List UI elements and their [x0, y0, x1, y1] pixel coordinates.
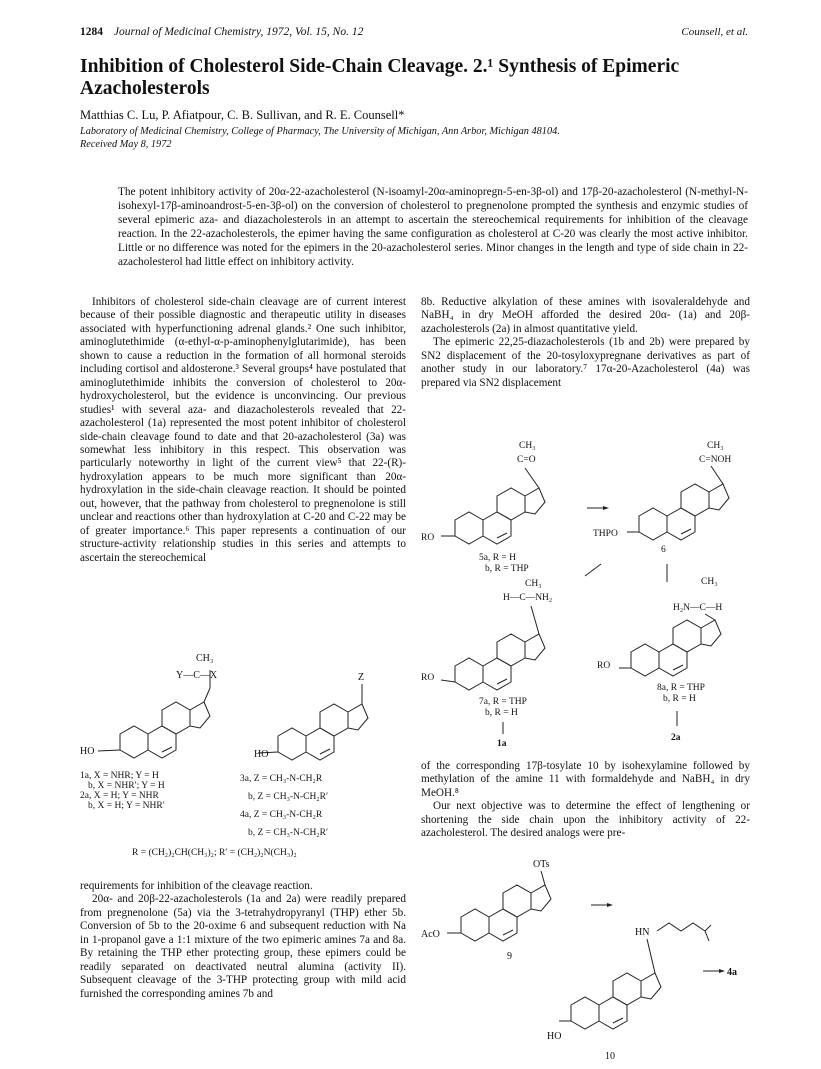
article-title: Inhibition of Cholesterol Side-Chain Cleavage. 2.¹ Synthesis of Epimeric Azacholesterols: [80, 56, 680, 99]
c8-amine: H₂N—C—H: [673, 603, 723, 613]
paragraph: of the corresponding 17β-tosylate 10 by isohexylamine followed by methylation of the amine 11 with formaldehyde and NaBH₄ in dry MeOH.⁸: [421, 760, 750, 799]
legend-line: b, Z = CH₃-N-CH₂R′: [248, 828, 329, 838]
product-4a: 4a: [727, 967, 737, 978]
c8-label: b, R = H: [663, 694, 696, 704]
c6-label: 6: [661, 545, 666, 555]
fig-ho-label: HO: [80, 746, 95, 757]
ots-label: OTs: [533, 859, 550, 870]
paragraph: 20α- and 20β-22-azacholesterols (1a and 2a) were readily prepared from pregnenolone (5a) via the 3-tetrahydropyranyl (THP) ether 5b. Conversion of 5b to the 20-oxime 6 and subsequent reduction with Na in 1-propanol gave a 1:1 mixture of the two epimeric amines 7a and 8a. By retaining the THP ether protecting group, these epimers could be readily separated on deactivated neutral alumina (activity II). Subsequent cleavage of the 3-THP protecting group with mild acid furnished the corresponding amines 7b and: [80, 893, 406, 1000]
running-header: [80, 26, 363, 38]
legend-line: 4a, Z = CH₃-N-CH₂R: [240, 810, 323, 820]
c6-thpo: THPO: [593, 529, 618, 539]
affiliation-block: [80, 125, 760, 151]
body-column-left-bottom: [80, 880, 406, 1001]
paragraph: Our next objective was to determine the effect of lengthening or shortening the side chain upon the inhibitory activity of 22-azacholesterol. The desired analogs were pre-: [421, 800, 750, 840]
journal-citation: Journal of Medicinal Chemistry, 1972, Vol. 15, No. 12: [113, 26, 364, 38]
steroid-skeleton-9: [447, 871, 551, 941]
aco-label: AcO: [421, 929, 440, 940]
product-2a: 2a: [671, 733, 681, 743]
c5-label: 5a, R = H: [479, 553, 517, 563]
arrow-head: [607, 903, 613, 907]
author-list: Matthias C. Lu, P. Afiatpour, C. B. Sullivan, and R. E. Counsell*: [80, 108, 405, 122]
legend-line: b, Z = CH₃-N-CH₂R′: [248, 792, 329, 802]
legend-line: 3a, Z = CH₃-N-CH₂R: [240, 774, 323, 784]
compound-10-label: 10: [605, 1051, 615, 1062]
paragraph: Inhibitors of cholesterol side-chain cleavage are of current interest because of their possible diagnostic and therapeutic utility in diseases associated with hyperfunctioning adrenal glands.² One such inhibitor, aminoglutethimide (α-ethyl-α-p-aminophenylglutarimide), has been shown to cause a reduction in the formation of all hormonal steroids including cortisol and aldosterone.³ Several groups⁴ have postulated that aminoglutethimide inhibits the conversion of cholesterol to 20α-hydroxycholesterol, but the evidence is unconvincing. Our previous studies¹ with several aza- and diazacholesterols revealed that 22-azacholesterol (1a) represented the most potent inhibitor of cholesterol side-chain cleavage found to date and that 20-azacholesterol (3a) was somewhat less inhibitory in this respect. This observation was particularly noteworthy in light of the current view⁵ that 22-(R)-hydroxylation appears to be much more significant than 20α-hydroxylation in the side-chain cleavage reaction. It should be pointed out, however, that the pathway from cholesterol to pregnenolone is still unclear and reactions other than hydroxylation at C-20 and C-22 may be of greater importance.⁶ This paper represents a continuation of our structure-activity relationship studies in this series and attempts to ascertain the stereochemical: [80, 296, 406, 564]
page-number: 1284: [80, 26, 103, 38]
fig-ch3-label: CH₃: [196, 653, 214, 664]
c5-ro: RO: [421, 533, 435, 543]
product-1a: 1a: [497, 739, 507, 748]
c7-ch3: CH₃: [525, 579, 542, 589]
legend-1-2: [80, 771, 165, 811]
received-date: Received May 8, 1972: [80, 139, 172, 150]
c7-amine: H—C—NH₂: [503, 593, 553, 603]
legend-line: 2a, X = H; Y = NHR: [80, 791, 159, 801]
abstract: The potent inhibitory activity of 20α-22-azacholesterol (N-isoamyl-20α-aminopregn-5-en-3β-ol) and 17β-20-azacholesterol (N-methyl-N-isohexyl-17β-aminoandrost-5-en-3β-ol) on the conversion of cholesterol to pregnenolone prompted the synthesis and enzymic studies of several epimeric aza- and diazacholesterols in an attempt to ascertain the stereochemical requirements for inhibition of the cleavage reaction. In the 22-azacholesterols, the epimer having the same configuration as cholesterol at C-20 was clearly the most active inhibitor. Little or no difference was noted for the epimers in the 20-azacholesterol series. Minor changes in the length and type of side chain in 22-azacholesterol had little effect on inhibitory activity.: [118, 186, 748, 268]
legend-3-4: [240, 774, 328, 838]
hn-label: HN: [635, 927, 650, 938]
c6-oxime: C=NOH: [699, 455, 732, 465]
c7-ro: RO: [421, 673, 435, 683]
legend-line: 1a, X = NHR; Y = H: [80, 771, 159, 781]
affiliation: Laboratory of Medicinal Chemistry, College of Pharmacy, The University of Michigan, Ann Arbor, Michigan 48104.: [80, 126, 560, 137]
body-column-left-top: [80, 296, 406, 565]
synthesis-scheme-9-10: [421, 855, 751, 1065]
synthesis-scheme-5-8: [421, 436, 751, 748]
running-author: Counsell, et al.: [681, 26, 748, 38]
r-definition: R = (CH₂)₂CH(CH₃)₂; R′ = (CH₂)₂N(CH₃)₂: [132, 848, 297, 858]
compound-9-label: 9: [507, 951, 512, 962]
structure-figure-1-4: [80, 648, 410, 873]
steroid-skeleton-6: [627, 466, 729, 540]
fig-side-chain-label: Y—C—X: [176, 670, 218, 681]
isohexyl-branch: [705, 931, 709, 941]
paragraph: 8b. Reductive alkylation of these amines with isovaleraldehyde and NaBH₄ in dry MeOH afforded the desired 20α- (1a) and 20β-azacholesterols (2a) in almost quantitative yield.: [421, 296, 750, 335]
arrow-head: [603, 506, 609, 510]
c8-ro: RO: [597, 661, 611, 671]
c8-label: 8a, R = THP: [657, 683, 705, 693]
steroid-skeleton-10: [559, 939, 661, 1029]
fig-z-label: Z: [358, 672, 365, 683]
ho-label-10: HO: [547, 1031, 562, 1042]
c5-ch3: CH₃: [519, 441, 536, 451]
steroid-skeleton-7: [441, 606, 545, 690]
arrow-head: [719, 969, 725, 973]
arrow: [585, 564, 601, 576]
body-column-right-top: [421, 296, 750, 390]
legend-line: b, X = NHR′; Y = H: [88, 781, 165, 791]
paragraph: requirements for inhibition of the cleavage reaction.: [80, 880, 313, 892]
legend-line: b, X = H; Y = NHR′: [88, 801, 165, 811]
steroid-skeleton-5: [441, 468, 545, 544]
c6-ch3: CH₃: [707, 441, 724, 451]
paragraph: The epimeric 22,25-diazacholesterols (1b and 2b) were prepared by SN2 displacement of the 20-tosyloxypregnane derivatives as part of another study in our laboratory.⁷ 17α-20-Azacholesterol (4a) was prepared via SN2 displacement: [421, 336, 750, 389]
isohexyl-chain: [657, 923, 711, 931]
c7-label: b, R = H: [485, 708, 518, 718]
c5-carbonyl: C=O: [517, 455, 536, 465]
steroid-skeleton-3-4: [258, 684, 368, 760]
c7-label: 7a, R = THP: [479, 697, 527, 707]
steroid-skeleton-8: [619, 614, 721, 676]
c8-ch3: CH₃: [701, 577, 718, 587]
fig-ho-label-2: HO: [254, 749, 269, 760]
body-column-right-mid: [421, 760, 750, 841]
steroid-skeleton-1-2: [98, 670, 210, 758]
c5-label: b, R = THP: [485, 564, 529, 574]
